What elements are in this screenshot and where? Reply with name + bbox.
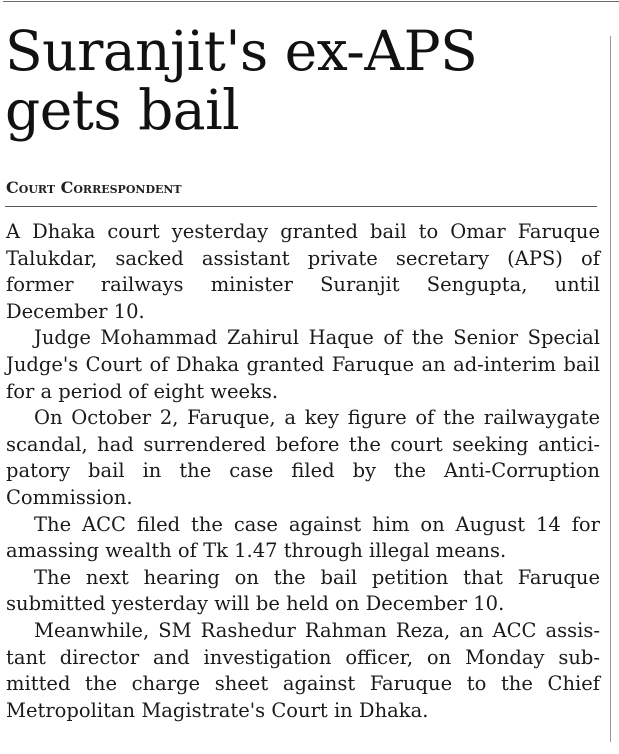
paragraph-3: On October 2, Faruque, a key figure of the railwaygate scandal, had surrendered before the court seeking anticipatory bail in the case filed by the Anti-Corruption Commission.	[6, 406, 600, 509]
paragraph-2: Judge Mohammad Zahirul Haque of the Senior Special Judge's Court of Dhaka granted Faruque an ad-interim bail for a period of eight weeks.	[6, 326, 600, 403]
byline-rule	[5, 206, 597, 207]
paragraph-6: Meanwhile, SM Rashedur Rahman Reza, an ACC assistant director and investigation officer, on Monday submitted the charge sheet against Faruque to the Chief Metropolitan Magistrate's Court in Dhaka.	[6, 618, 600, 722]
top-rule	[3, 1, 619, 2]
paragraph-5: The next hearing on the bail petition that Faruque submitted yesterday will be held on December 10.	[6, 565, 600, 616]
paragraph-4: The ACC filed the case against him on August 14 for amassing wealth of Tk 1.47 through illegal means.	[6, 512, 600, 563]
headline: Suranjit's ex-APS gets bail	[5, 19, 478, 142]
column-rule	[610, 36, 611, 742]
byline: Court Correspondent	[6, 178, 182, 197]
paragraph-1: A Dhaka court yesterday granted bail to Omar Faruque Talukdar, sacked assistant private secretary (APS) of former railways minister Suranjit Sengupta, until December 10.	[6, 220, 600, 323]
article-body	[6, 219, 600, 724]
